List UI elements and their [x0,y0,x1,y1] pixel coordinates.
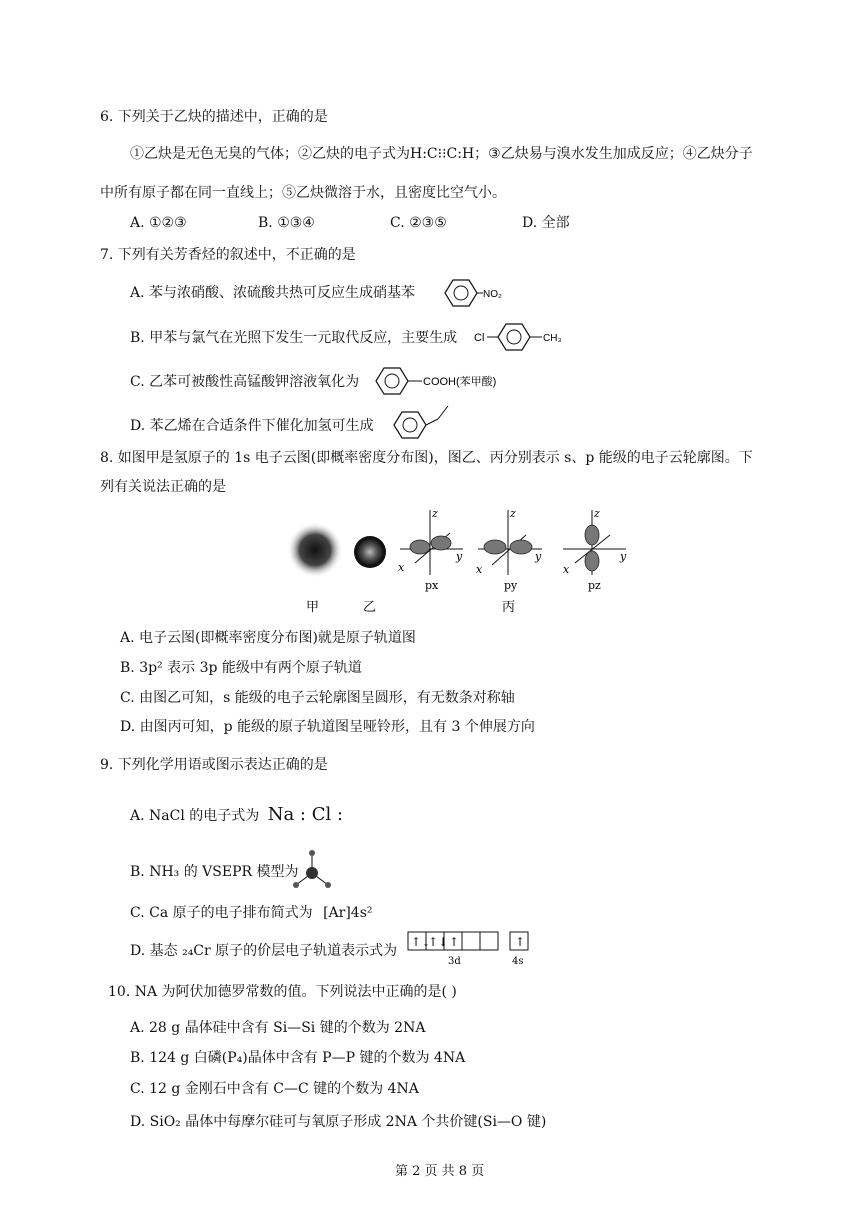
q6-line1: ①乙炔是无色无臭的气体；②乙炔的电子式为H:C⁝⁝C:H；③乙炔易与溴水发生加成反应；④乙炔分子 [130,146,753,162]
q7-option-a: A. 苯与浓硝酸、浓硫酸共热可反应生成硝基苯 [130,285,416,301]
nh3-vsepr-model [288,845,334,895]
q6-stem: 6. 下列关于乙炔的描述中，正确的是 [100,109,328,125]
q7-stem: 7. 下列有关芳香烃的叙述中，不正确的是 [100,247,356,263]
q9-option-d: D. 基态 ₂₄Cr 原子的价层电子轨道表示式为 [130,943,398,959]
q6-option-a: A. ①②③ [130,215,187,231]
label-bing: 丙 [502,600,516,615]
label-4s: 4s [512,956,524,967]
s-orbital-contour [354,536,386,568]
q9-option-b: B. NH₃ 的 VSEPR 模型为 [130,864,299,880]
svg-text:x: x [563,563,570,576]
svg-text:↑↓: ↑↓ [411,935,432,949]
svg-text:x: x [476,563,483,576]
q9-option-a: A. NaCl 的电子式为 Na : Cl : [130,804,344,825]
svg-text:z: z [594,507,600,520]
carboxyl-label: COOH(苯甲酸) [423,376,497,388]
q6-option-d: D. 全部 [522,215,570,231]
label-yi: 乙 [363,600,377,615]
page-footer: 第 2 页 共 8 页 [395,1164,485,1179]
pz-label: pz [588,579,601,592]
svg-text:y: y [535,550,542,563]
py-label: py [504,579,518,592]
chloro-label: Cl [474,332,485,344]
q6-option-c: C. ②③⑤ [390,215,447,231]
nitrobenzene-structure [435,276,505,310]
svg-text:y: y [620,550,627,563]
q10-option-d: D. SiO₂ 晶体中每摩尔硅可与氧原子形成 2NA 个共价键(Si—O 键) [130,1114,547,1130]
q8-option-a: A. 电子云图(即概率密度分布图)就是原子轨道图 [120,630,416,646]
svg-text:z: z [510,507,516,520]
py-orbital [476,507,542,592]
svg-text:z: z [432,507,438,520]
ca-electron-config: [Ar]4s² [323,905,373,921]
1s-probability-cloud [287,522,343,578]
p-chlorotoluene-structure [474,320,574,354]
q9-stem: 9. 下列化学用语或图示表达正确的是 [100,757,328,773]
q7-option-b: B. 甲苯与氯气在光照下发生一元取代反应，主要生成 [130,330,458,346]
q10-stem: 10. NA 为阿伏加德罗常数的值。下列说法中正确的是( ) [108,984,457,1000]
q8-option-c: C. 由图乙可知，s 能级的电子云轮廓图呈圆形，有无数条对称轴 [120,690,515,706]
ethylbenzene-structure [390,402,460,442]
q7-option-c: C. 乙苯可被酸性高锰酸钾溶液氧化为 [130,374,360,390]
px-orbital [398,507,463,592]
q8-stem-line2: 列有关说法正确的是 [100,479,226,495]
label-3d: 3d [448,956,461,967]
q8-option-b: B. 3p² 表示 3p 能级中有两个原子轨道 [120,660,362,676]
q6-line2: 中所有原子都在同一直线上；⑤乙炔微溶于水，且密度比空气小。 [100,185,506,201]
q10-option-b: B. 124 g 白磷(P₄)晶体中含有 P—P 键的个数为 4NA [130,1050,466,1066]
q7-option-d: D. 苯乙烯在合适条件下催化加氢可生成 [130,418,374,434]
svg-text:↑: ↑ [515,935,526,949]
benzoic-acid-structure [372,364,522,398]
electron-cloud-figure [270,505,650,620]
nitro-group-label: NO₂ [483,289,502,300]
svg-text:↑: ↑ [449,935,460,949]
q6-option-b: B. ①③④ [258,215,315,231]
pz-orbital [563,507,627,592]
q9-option-c: C. Ca 原子的电子排布简式为 [Ar]4s² [130,905,373,921]
nacl-electron-formula: Na : Cl : [267,804,344,825]
cr-orbital-diagram [406,930,532,968]
q8-option-d: D. 由图丙可知，p 能级的原子轨道图呈哑铃形，且有 3 个伸展方向 [120,719,535,735]
px-label: px [425,579,439,592]
svg-text:x: x [398,561,405,574]
q8-stem-line1: 8. 如图甲是氢原子的 1s 电子云图(即概率密度分布图)，图乙、丙分别表示 s、p 能级的电子云轮廓图。下 [100,450,753,466]
label-jia: 甲 [306,600,320,615]
methyl-label: CH₃ [543,333,562,344]
svg-text:↑↓: ↑↓ [428,935,449,949]
q10-option-c: C. 12 g 金刚石中含有 C—C 键的个数为 4NA [130,1081,419,1097]
q10-option-a: A. 28 g 晶体硅中含有 Si—Si 键的个数为 2NA [130,1020,426,1036]
svg-text:y: y [456,550,463,563]
